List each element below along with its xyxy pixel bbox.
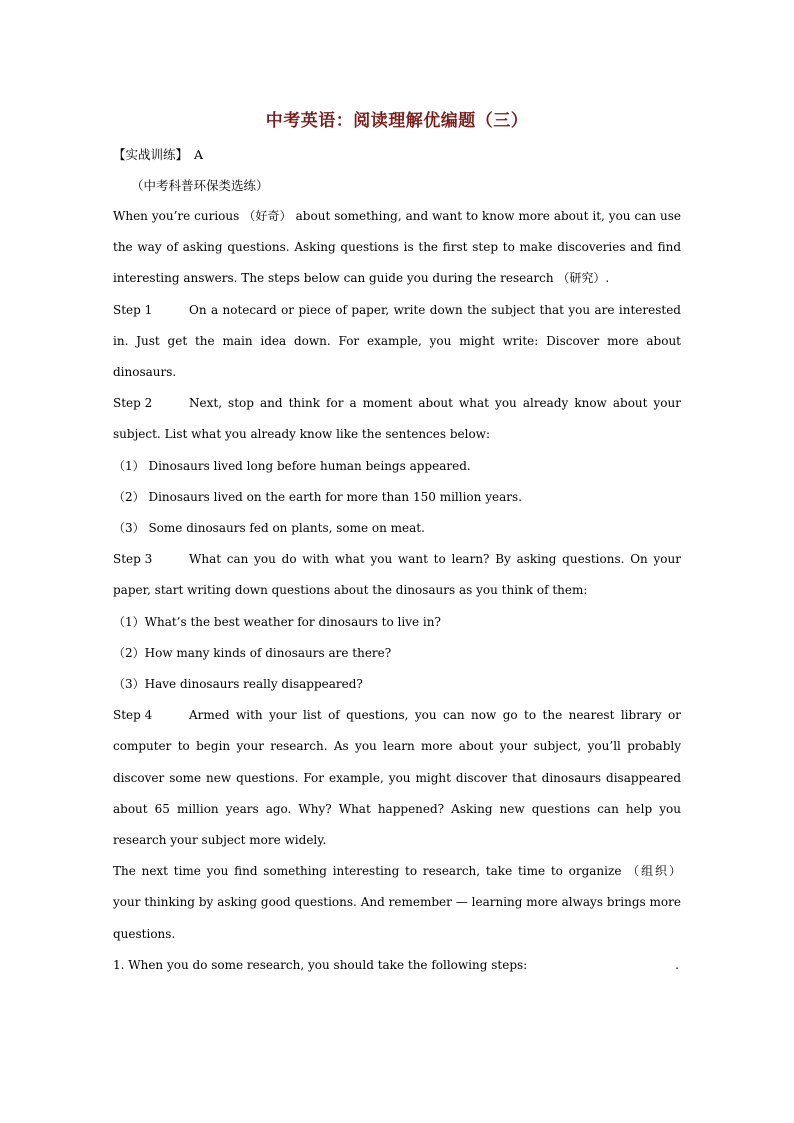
intro-paragraph: When you’re curious （好奇） about something, and want to know more about it, you can use the way of asking questions. Asking questions is the first step to make discoveries and find interesting answers. The steps below can guide you during the research （研究）. xyxy=(113,209,681,286)
step-3-text: What can you do with what you want to learn? By asking questions. On your paper, start writing down questions about the dinosaurs as you think of them: xyxy=(113,552,681,598)
section-letter: A xyxy=(194,147,204,162)
step-3-label: Step 3 xyxy=(113,552,153,567)
step-1-text: On a notecard or piece of paper, write down the subject that you are interested in. Just get the main idea down. For example, you might write: Discover more about dinosaurs. xyxy=(113,302,681,380)
step-4-label: Step 4 xyxy=(113,708,153,723)
question-1-text: 1. When you do some research, you should take the following steps: xyxy=(113,957,528,972)
section-subtitle: （中考科普环保类选练） xyxy=(131,178,269,193)
passage xyxy=(113,201,681,981)
step-4-paragraph xyxy=(113,700,681,856)
section-label: 【实战训练】 xyxy=(113,147,189,162)
step-1-paragraph xyxy=(113,295,681,389)
step-4-text: Armed with your list of questions, you can now go to the nearest library or computer to begin your research. As you learn more about your subject, you’ll probably discover some new questions. For example, you might discover that dinosaurs disappeared about 65 million years ago. Why? What happened? Asking new questions can help you research your subject more widely. xyxy=(113,708,681,848)
conclusion-paragraph: The next time you find something interesting to research, take time to organize （组织） your thinking by asking good questions. And remember — learning more always brings more questions. xyxy=(113,864,681,941)
step-1-label: Step 1 xyxy=(113,302,153,317)
document-title: 中考英语：阅读理解优编题（三） xyxy=(265,111,529,131)
step-2-text: Next, stop and think for a moment about what you already know about your subject. List what you already know like the sentences below: xyxy=(113,396,681,442)
question-1 xyxy=(113,950,681,981)
known-item-3: （3） Some dinosaurs fed on plants, some on meat. xyxy=(113,521,425,536)
step-2-paragraph xyxy=(113,388,681,450)
question-item-1: （1）What’s the best weather for dinosaurs to live in? xyxy=(113,614,441,629)
known-item-2: （2） Dinosaurs lived on the earth for more than 150 million years. xyxy=(113,489,522,504)
answer-blank-end: . xyxy=(675,957,679,972)
step-2-label: Step 2 xyxy=(113,396,153,411)
question-item-3: （3）Have dinosaurs really disappeared? xyxy=(113,677,363,692)
known-item-1: （1） Dinosaurs lived long before human beings appeared. xyxy=(113,458,471,473)
step-3-paragraph xyxy=(113,544,681,606)
question-item-2: （2）How many kinds of dinosaurs are there? xyxy=(113,645,392,660)
section-heading xyxy=(113,145,203,163)
